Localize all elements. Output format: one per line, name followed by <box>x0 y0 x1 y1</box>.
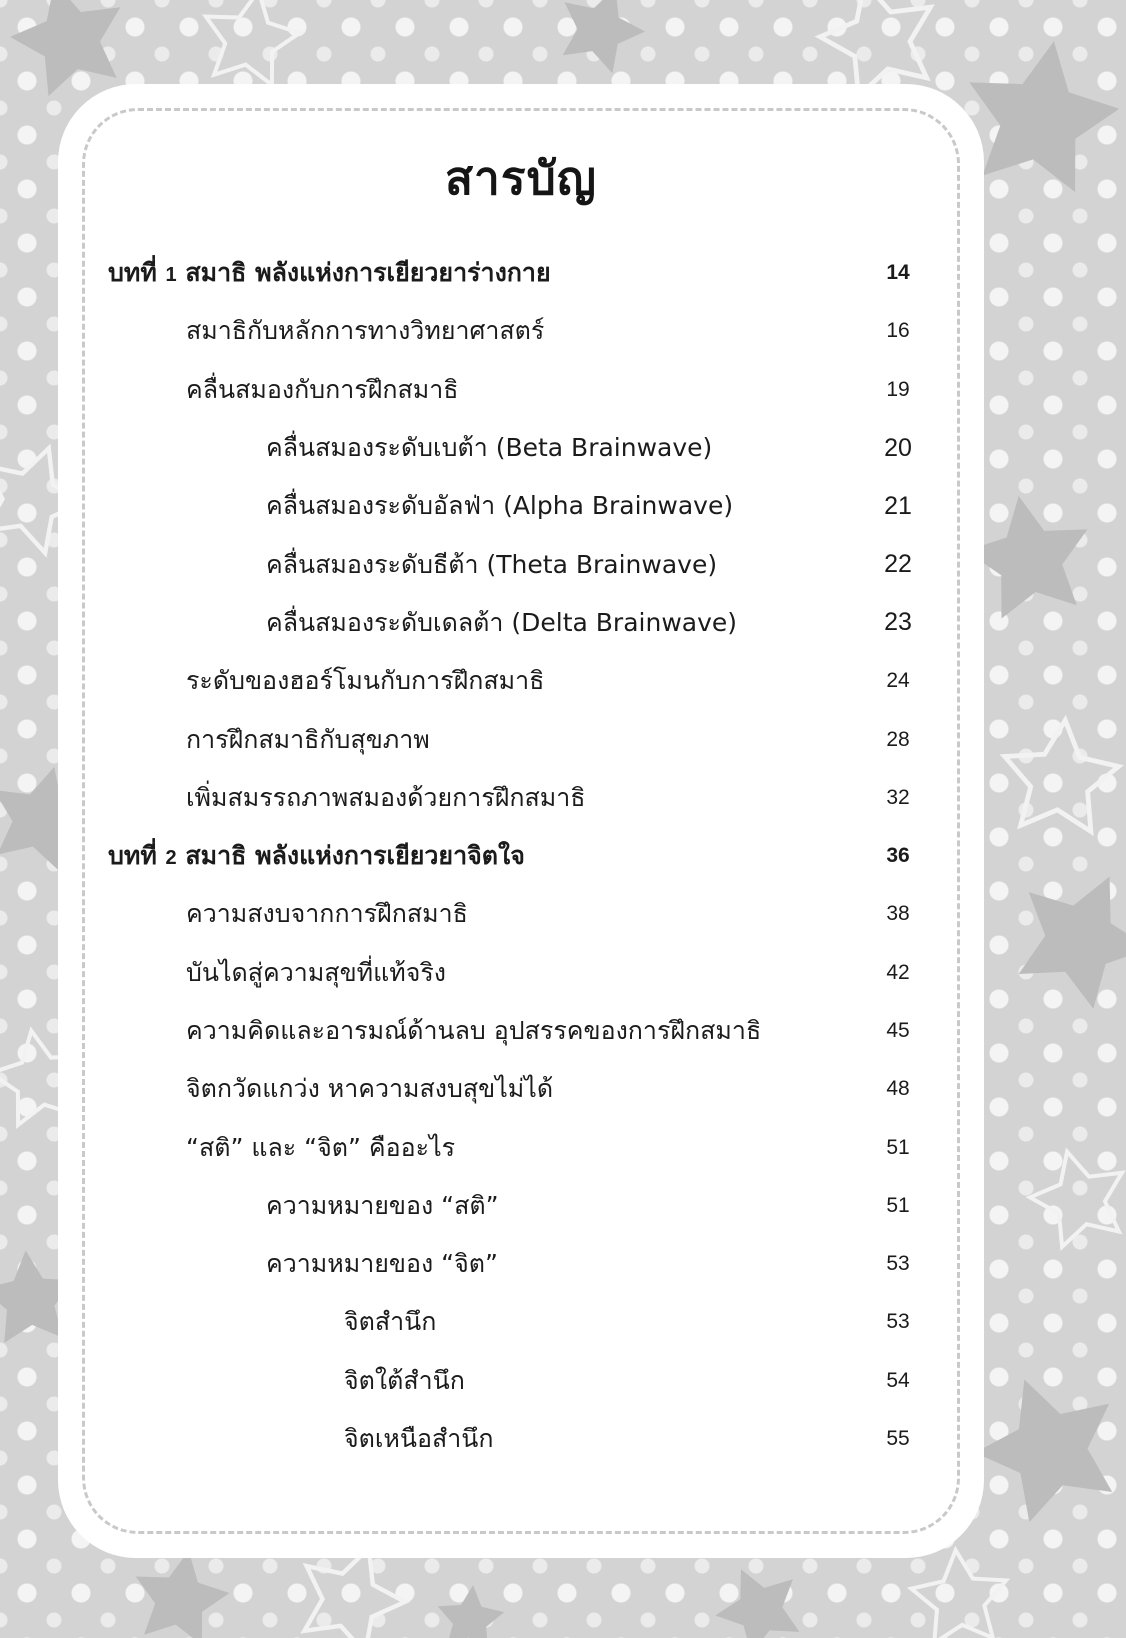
page-number: 14 <box>886 261 910 285</box>
entry-title: การฝึกสมาธิกับสุขภาพ <box>186 724 430 754</box>
entry-title: คลื่นสมองระดับอัลฟ่า (Alpha Brainwave) <box>266 491 734 521</box>
page-number: 53 <box>886 1252 910 1276</box>
page-number: 54 <box>886 1368 910 1392</box>
toc-entry[interactable] <box>108 535 968 593</box>
page-number: 45 <box>886 1019 910 1042</box>
toc-entry[interactable] <box>108 944 968 1002</box>
page-number: 48 <box>886 1077 910 1101</box>
toc-chapter[interactable] <box>108 244 968 302</box>
toc-entry[interactable] <box>108 652 968 710</box>
toc-entry[interactable] <box>108 1293 968 1351</box>
chapter-title <box>108 253 551 293</box>
page-number: 28 <box>886 727 910 751</box>
toc-entry[interactable] <box>108 1235 968 1293</box>
entry-title: ความสงบจากการฝึกสมาธิ <box>186 899 468 929</box>
toc-entry[interactable] <box>108 769 968 827</box>
toc-entry[interactable] <box>108 419 968 477</box>
page-number: 24 <box>886 669 910 693</box>
page-number: 19 <box>886 377 910 401</box>
entry-title: จิตใต้สำนึก <box>344 1365 465 1395</box>
toc-entry[interactable] <box>108 594 968 652</box>
chapter-prefix: บทที่ <box>108 841 157 871</box>
toc-entry[interactable] <box>108 1060 968 1118</box>
entry-title: จิตเหนือสำนึก <box>344 1424 494 1454</box>
toc-entry[interactable] <box>108 1177 968 1235</box>
page-number: 16 <box>886 319 910 343</box>
entry-title: ความหมายของ “จิต” <box>266 1249 498 1279</box>
page-number: 51 <box>886 1135 910 1159</box>
page-title: สารบัญ <box>444 151 597 205</box>
table-of-contents <box>108 244 968 1468</box>
page-number: 23 <box>884 608 912 637</box>
page-number: 38 <box>886 902 910 926</box>
page-number: 42 <box>886 960 910 984</box>
entry-title: สมาธิกับหลักการทางวิทยาศาสตร์ <box>186 316 545 346</box>
page-number: 21 <box>884 491 912 520</box>
chapter-number: 2 <box>165 847 177 870</box>
entry-title: เพิ่มสมรรถภาพสมองด้วยการฝึกสมาธิ <box>186 782 586 812</box>
entry-title: “สติ” และ “จิต” คืออะไร <box>186 1132 456 1162</box>
toc-card <box>58 84 984 1558</box>
toc-chapter[interactable] <box>108 827 968 885</box>
entry-title: คลื่นสมองระดับเดลต้า (Delta Brainwave) <box>266 607 738 637</box>
toc-entry[interactable] <box>108 1410 968 1468</box>
entry-title: จิตกวัดแกว่ง หาความสงบสุขไม่ได้ <box>186 1074 554 1104</box>
page-number: 20 <box>884 433 912 462</box>
chapter-name: สมาธิ พลังแห่งการเยียวยาร่างกาย <box>185 258 551 288</box>
toc-entry[interactable] <box>108 361 968 419</box>
entry-title: ระดับของฮอร์โมนกับการฝึกสมาธิ <box>186 666 545 696</box>
entry-title: ความหมายของ “สติ” <box>266 1190 499 1220</box>
page-number: 32 <box>886 785 910 809</box>
entry-title: บันไดสู่ความสุขที่แท้จริง <box>186 957 447 987</box>
entry-title: คลื่นสมองกับการฝึกสมาธิ <box>186 374 459 404</box>
page-number: 55 <box>886 1427 910 1451</box>
toc-entry[interactable] <box>108 477 968 535</box>
page-number: 51 <box>886 1193 910 1217</box>
entry-title: คลื่นสมองระดับเบต้า (Beta Brainwave) <box>266 433 713 463</box>
entry-title: คลื่นสมองระดับธีต้า (Theta Brainwave) <box>266 549 718 579</box>
entry-title: จิตสำนึก <box>344 1307 437 1337</box>
page-number: 36 <box>886 844 910 868</box>
toc-entry[interactable] <box>108 302 968 360</box>
chapter-number: 1 <box>165 264 177 287</box>
chapter-name: สมาธิ พลังแห่งการเยียวยาจิตใจ <box>185 841 525 871</box>
toc-entry[interactable] <box>108 1118 968 1176</box>
toc-entry[interactable] <box>108 1002 968 1060</box>
entry-title: ความคิดและอารมณ์ด้านลบ อุปสรรคของการฝึกสมาธิ <box>186 1016 762 1045</box>
chapter-title <box>108 836 525 876</box>
page-number: 53 <box>886 1310 910 1334</box>
toc-entry[interactable] <box>108 1352 968 1410</box>
toc-entry[interactable] <box>108 885 968 943</box>
page-number: 22 <box>884 550 912 579</box>
chapter-prefix: บทที่ <box>108 258 157 288</box>
toc-entry[interactable] <box>108 710 968 768</box>
